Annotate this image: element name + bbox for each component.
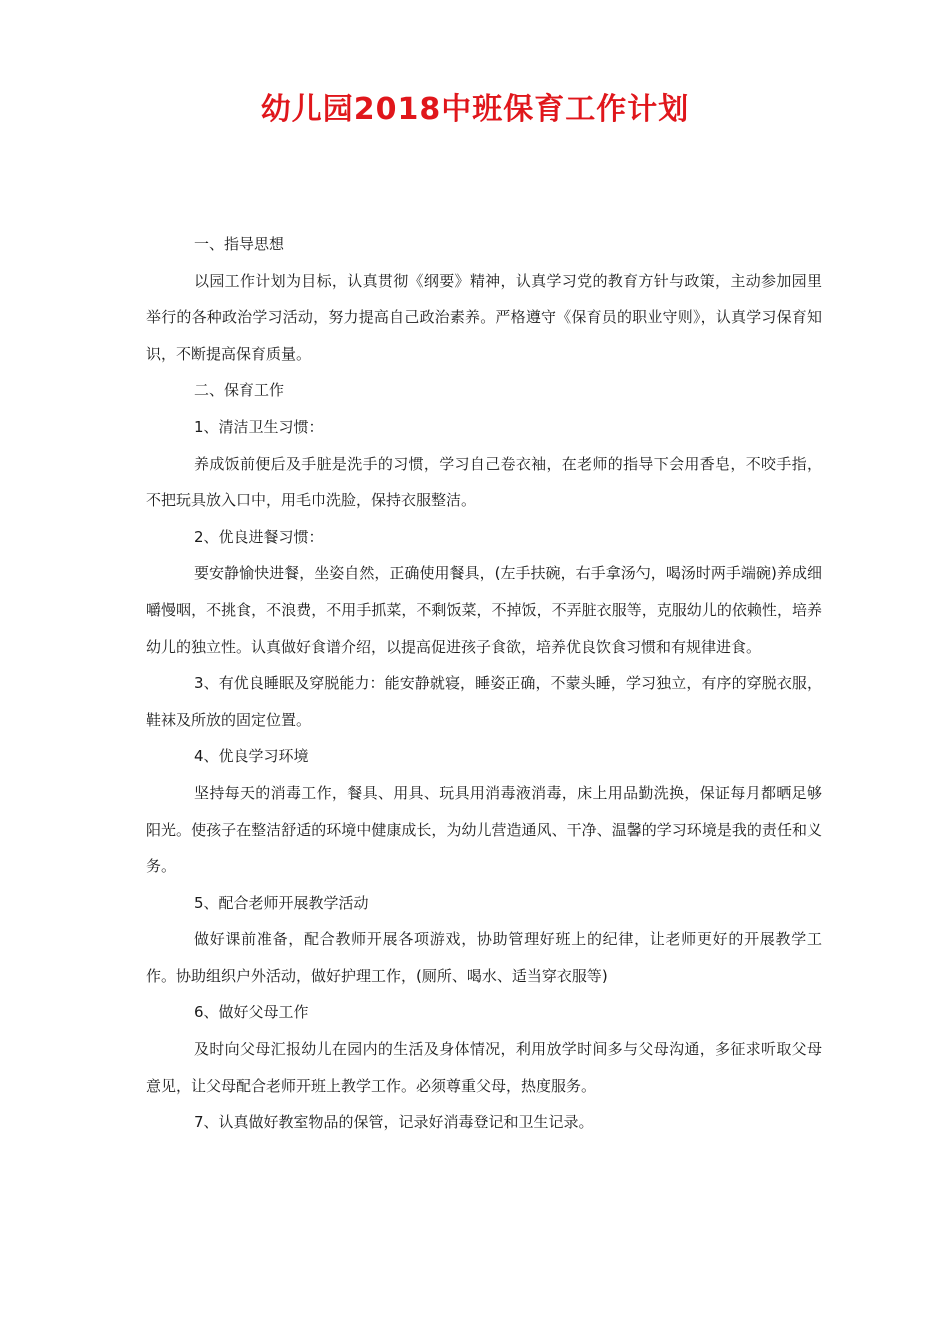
paragraph: 7、认真做好教室物品的保管，记录好消毒登记和卫生记录。 <box>194 1113 594 1132</box>
document-title: 幼儿园2018中班保育工作计划 <box>260 92 690 127</box>
item-heading: 6、做好父母工作 <box>194 1003 309 1022</box>
item-heading: 2、优良进餐习惯： <box>194 527 324 546</box>
item-heading: 5、配合老师开展教学活动 <box>194 893 369 912</box>
paragraph: 要安静愉快进餐，坐姿自然，正确使用餐具，(左手扶碗，右手拿汤勺，喝汤时两手端碗)养成细嚼慢咽，不挑食，不浪费，不用手抓菜，不剩饭菜，不掉饭，不弄脏衣服等，克服幼儿的依赖性，培养幼儿的独立性。认真做好食谱介绍，以提高促进孩子食欲，培养优良饮食习惯和有规律进食。 <box>146 564 822 656</box>
document-body <box>146 226 822 1141</box>
paragraph: 养成饭前便后及手脏是洗手的习惯，学习自己卷衣袖，在老师的指导下会用香皂，不咬手指，不把玩具放入口中，用毛巾洗脸，保持衣服整洁。 <box>146 454 822 510</box>
item-heading: 4、优良学习环境 <box>194 747 309 766</box>
paragraph: 及时向父母汇报幼儿在园内的生活及身体情况，利用放学时间多与父母沟通，多征求听取父母意见，让父母配合老师开班上教学工作。必须尊重父母，热度服务。 <box>146 1040 822 1095</box>
paragraph: 坚持每天的消毒工作，餐具、用具、玩具用消毒液消毒，床上用品勤洗换，保证每月都晒足够阳光。使孩子在整洁舒适的环境中健康成长，为幼儿营造通风、干净、温馨的学习环境是我的责任和义务。 <box>146 783 822 876</box>
item-heading: 1、清洁卫生习惯： <box>194 417 324 436</box>
paragraph: 3、有优良睡眠及穿脱能力：能安静就寝，睡姿正确，不蒙头睡，学习独立，有序的穿脱衣服，鞋袜及所放的固定位置。 <box>146 674 822 729</box>
section-heading: 一、指导思想 <box>194 235 285 253</box>
paragraph: 做好课前准备，配合教师开展各项游戏，协助管理好班上的纪律，让老师更好的开展教学工作。协助组织户外活动，做好护理工作，(厕所、喝水、适当穿衣服等) <box>146 930 822 985</box>
section-heading: 二、保育工作 <box>194 381 285 400</box>
paragraph: 以园工作计划为目标，认真贯彻《纲要》精神，认真学习党的教育方针与政策，主动参加园里举行的各种政治学习活动，努力提高自己政治素养。严格遵守《保育员的职业守则》，认真学习保育知识，不断提高保育质量。 <box>146 271 822 363</box>
